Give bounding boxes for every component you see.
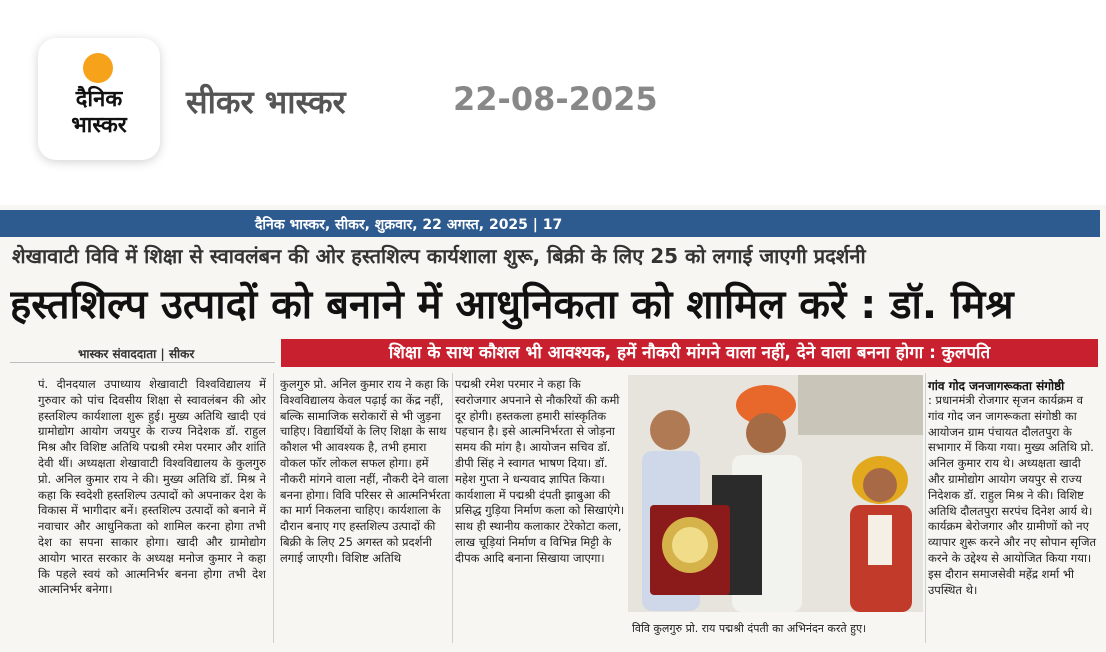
article-column-4: : प्रधानमंत्री रोजगार सृजन कार्यक्रम व गांव गोद जन जागरूकता संगोष्ठी का आयोजन ग्राम पंचायत दौलतपुरा के सभागार में किया गया। मुख्य अतिथि प्रो. अनिल कुमार राय थे। अध्यक्षता खादी और ग्रामोद्योग आयोग जयपुर से राज्य निदेशक डॉ. राहुल मिश्र ने की। विशिष्ट अतिथि दौलतपुरा सरपंच दिनेश आर्य थे। कार्यक्रम बेरोजगार और ग्रामीणों को नए व्यापार शुरू करने और नए सोपान सृजित करने के उद्देश्य से आयोजित किया गया। इस दौरान समाजसेवी महेंद्र शर्मा भी उपस्थित थे। — [928, 393, 1097, 597]
photo-caption: विवि कुलगुरु प्रो. राय पद्मश्री दंपती का अभिनंदन करते हुए। — [632, 622, 867, 635]
photo-illustration — [628, 375, 923, 612]
quote-band: शिक्षा के साथ कौशल भी आवश्यक, हमें नौकरी मांगने वाला नहीं, देने वाला बनना होगा : कुलपति — [281, 339, 1098, 367]
column-divider — [273, 373, 274, 643]
masthead-strip — [0, 210, 1100, 237]
article-column-3: पद्मश्री रमेश परमार ने कहा कि स्वरोजगार अपनाने से नौकरियों की कमी दूर होगी। हस्तकला हमारी सांस्कृतिक पहचान है। इसे आत्मनिर्भरता से जोड़ना समय की मांग है। आयोजन सचिव डॉ. डीपी सिंह ने स्वागत भाषण दिया। डॉ. महेश गुप्ता ने धन्यवाद ज्ञापित किया। कार्यशाला में पद्मश्री दंपती झाबुआ की प्रसिद्ध गुड़िया निर्माण कला को सिखाएंगे। साथ ही स्थानीय कलाकार टेरेकोटा कला, लाख चूड़ियां निर्माण व विभिन्न मिट्टी के दीपक आदि बनाना सिखाया जाएगा। — [455, 377, 625, 565]
article-column-1: पं. दीनदयाल उपाध्याय शेखावाटी विश्वविद्यालय में गुरुवार को पांच दिवसीय शिक्षा से स्वावलंबन की ओर हस्तशिल्प कार्यशाला शुरू हुई। मुख्य अतिथि खादी एवं ग्रामोद्योग आयोग जयपुर के राज्य निदेशक डॉ. राहुल मिश्र और विशिष्ट अतिथि पद्मश्री रमेश परमार और शांति देवी थीं। अध्यक्षता शेखावाटी विश्वविद्यालय के कुलगुरु प्रो. अनिल कुमार राय ने की। मुख्य अतिथि डॉ. मिश्र ने कहा कि स्वदेशी हस्तशिल्प उत्पादों को अपनाकर देश के विकास में भागीदार बनें। हस्तशिल्प उत्पादों को बनाने में नवाचार और आधुनिकता को शामिल करना होगा तभी देश का सपना साकार होगा। खादी और ग्रामोद्योग आयोग भारत सरकार के अध्यक्ष मनोज कुमार ने कहा कि पहले स्वयं को आत्मनिर्भर बनना होगा तभी देश आत्मनिर्भर बनेगा। — [38, 377, 266, 597]
edition-date: 22-08-2025 — [453, 80, 658, 118]
app-header — [0, 0, 1106, 205]
event-photo — [628, 375, 923, 612]
headline: हस्तशिल्प उत्पादों को बनाने में आधुनिकता को शामिल करें : डॉ. मिश्र — [10, 282, 1014, 328]
dainik-bhaskar-logo[interactable] — [38, 38, 160, 160]
byline: भास्कर संवाददाता | सीकर — [78, 347, 195, 361]
sun-icon — [83, 53, 113, 83]
masthead-text: दैनिक भास्कर, सीकर, शुक्रवार, 22 अगस्त, 2025 | 17 — [255, 217, 563, 233]
column-divider — [452, 373, 453, 643]
newspaper-clipping — [0, 205, 1106, 652]
logo-line-2: भास्कर — [71, 113, 127, 138]
edition-title: सीकर भास्कर — [186, 83, 346, 121]
column-divider — [925, 373, 926, 643]
article-column-2: कुलगुरु प्रो. अनिल कुमार राय ने कहा कि विश्वविद्यालय केवल पढ़ाई का केंद्र नहीं, बल्कि सामाजिक सरोकारों से भी जुड़ना चाहिए। विद्यार्थियों के लिए शिक्षा के साथ कौशल भी आवश्यक है, तभी हमारा वोकल फॉर लोकल सफल होगा। हमें नौकरी मांगने वाला नहीं, नौकरी देने वाला बनना होगा। विवि परिसर से आत्मनिर्भरता का मार्ग निकलना चाहिए। कार्यशाला के दौरान बनाए गए हस्तशिल्प उत्पादों की बिक्री के लिए 25 अगस्त को प्रदर्शनी लगाई जाएगी। विशिष्ट अतिथि — [280, 377, 451, 565]
sidebar-heading: गांव गोद जनजागरूकता संगोष्ठी — [928, 379, 1065, 393]
byline-divider — [10, 362, 275, 363]
subheadline: शेखावाटी विवि में शिक्षा से स्वावलंबन की ओर हस्तशिल्प कार्यशाला शुरू, बिक्री के लिए 25 को लगाई जाएगी प्रदर्शनी — [12, 244, 866, 268]
logo-line-1: दैनिक — [75, 87, 123, 112]
